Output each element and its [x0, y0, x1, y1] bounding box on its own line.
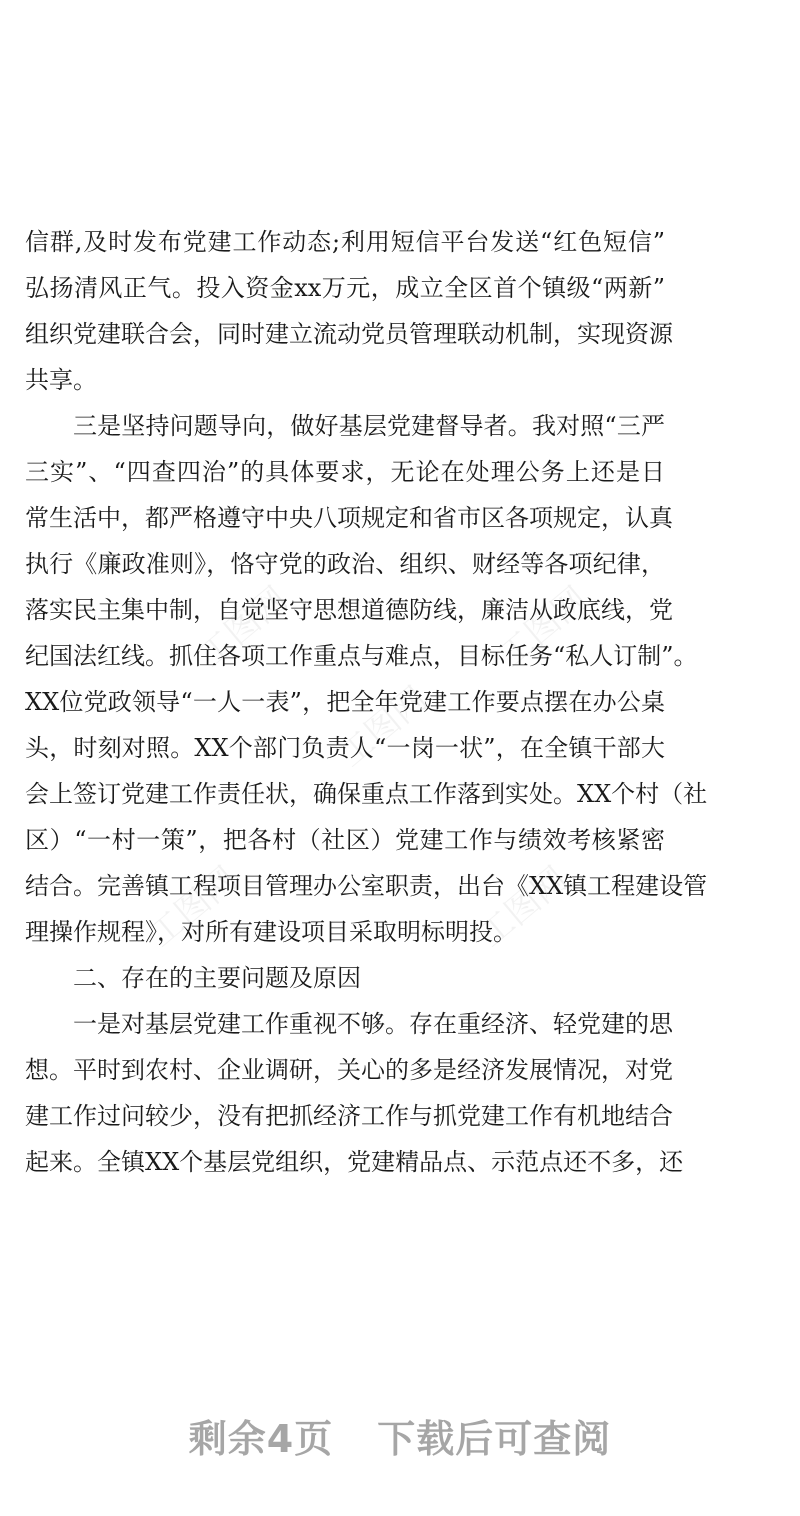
section-heading: 二、存在的主要问题及原因	[73, 964, 361, 992]
text-line: 三是坚持问题导向，做好基层党建督导者。我对照“三严	[73, 412, 665, 440]
text-line: 组织党建联合会，同时建立流动党员管理联动机制，实现资源	[25, 320, 673, 348]
text-line: 纪国法红线。抓住各项工作重点与难点，目标任务“私人订制”。	[25, 642, 698, 670]
text-line: 结合。完善镇工程项目管理办公室职责，出台《XX镇工程建设管	[25, 872, 708, 900]
text-line: 理操作规程》，对所有建设项目采取明标明投。	[25, 918, 517, 946]
watermark: 工图网	[191, 579, 296, 676]
text-line: 想。平时到农村、企业调研，关心的多是经济发展情况，对党	[25, 1056, 673, 1084]
text-line: 区）“一村一策”，把各村（社区）党建工作与绩效考核紧密	[25, 826, 665, 854]
text-line: XX位党政领导“一人一表”，把全年党建工作要点摆在办公桌	[25, 688, 665, 716]
text-line: 共享。	[25, 366, 97, 394]
text-line: 执行《廉政准则》，恪守党的政治、组织、财经等各项纪律，	[25, 550, 665, 578]
text-line: 落实民主集中制，自觉坚守思想道德防线，廉洁从政底线，党	[25, 596, 673, 624]
text-line: 建工作过问较少，没有把抓经济工作与抓党建工作有机地结合	[25, 1102, 673, 1130]
text-line: 三实”、“四查四治”的具体要求，无论在处理公务上还是日	[25, 458, 665, 486]
download-prompt[interactable]	[0, 1414, 800, 1464]
text-line: 头，时刻对照。XX个部门负责人“一岗一状”，在全镇干部大	[25, 734, 665, 762]
text-line: 会上签订党建工作责任状，确保重点工作落到实处。XX个村（社	[25, 780, 708, 808]
text-line: 信群,及时发布党建工作动态;利用短信平台发送“红色短信”	[25, 228, 665, 256]
remaining-pages-label: 剩余4页	[188, 1417, 334, 1461]
text-line: 常生活中，都严格遵守中央八项规定和省市区各项规定，认真	[25, 504, 673, 532]
download-to-view-label: 下载后可查阅	[377, 1417, 612, 1461]
text-line: 弘扬清风正气。投入资金xx万元，成立全区首个镇级“两新”	[25, 274, 665, 302]
watermark: 工图网	[471, 859, 576, 956]
watermark: 工图网	[491, 579, 596, 676]
watermark: 工图网	[141, 859, 246, 956]
watermark: 工图网	[331, 679, 436, 776]
text-line: 起来。全镇XX个基层党组织，党建精品点、示范点还不多，还	[25, 1148, 684, 1176]
text-line: 一是对基层党建工作重视不够。存在重经济、轻党建的思	[73, 1010, 673, 1038]
